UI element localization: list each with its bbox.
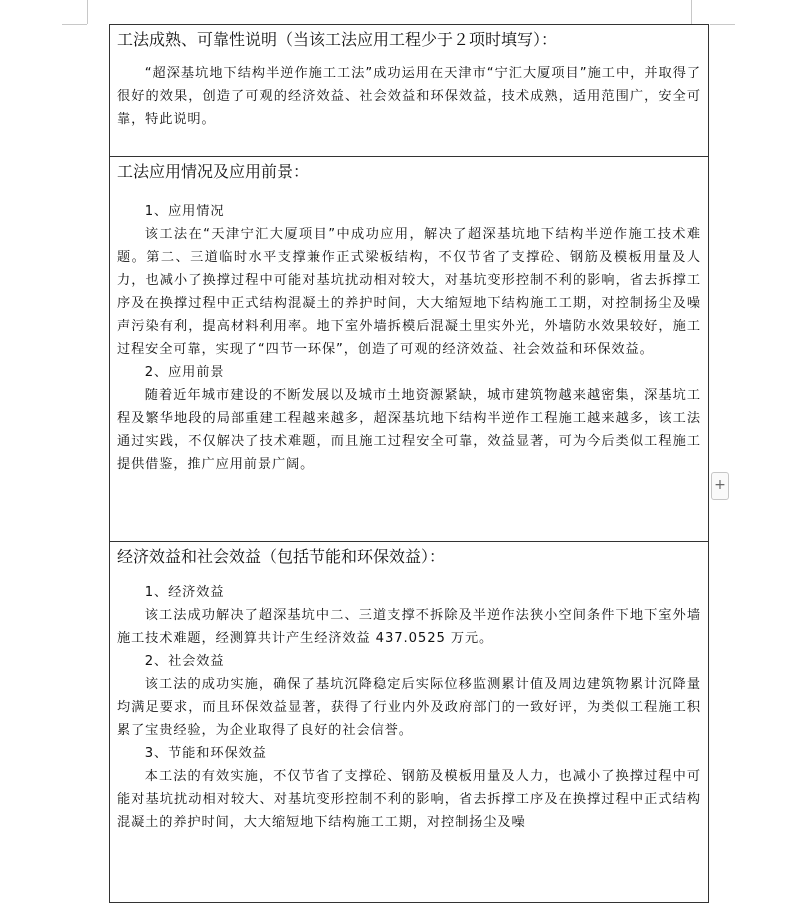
table-row-application — [110, 157, 709, 542]
social-benefit-text: 该工法的成功实施，确保了基坑沉降稳定后实际位移监测累计值及周边建筑物累计沉降量均满足要求，而且环保效益显著，获得了行业内外及政府部门的一致好评，为类似工程施工积累了宝贵经验，为企业取得了良好的社会信誉。 — [117, 677, 701, 738]
benefits-cell[interactable] — [110, 542, 709, 903]
margin-mark-top-left-vertical — [87, 0, 88, 24]
section-title-benefits: 经济效益和社会效益（包括节能和环保效益）： — [117, 547, 446, 566]
energy-environment-benefit-heading: 3、节能和环保效益 — [144, 746, 267, 761]
energy-environment-benefit-text: 本工法的有效实施，不仅节省了支撑砼、钢筋及模板用量及人力，也减小了换撑过程中可能对基坑扰动相对较大、对基坑变形控制不利的影响，省去拆撑工序及在换撑过程中正式结构混凝土的养护时间，大大缩短地下结构施工工期，对控制扬尘及噪 — [117, 769, 701, 830]
document-table — [109, 24, 709, 903]
section-title-maturity: 工法成熟、可靠性说明（当该工法应用工程少于２项时填写）： — [117, 30, 558, 49]
maturity-cell[interactable] — [110, 25, 709, 157]
application-prospect-heading: 2、应用前景 — [144, 365, 225, 380]
maturity-paragraph: “超深基坑地下结构半逆作施工工法”成功运用在天津市“宁汇大厦项目”施工中，并取得了很好的效果，创造了可观的经济效益、社会效益和环保效益，技术成熟，适用范围广，安全可靠，特此说明。 — [117, 66, 701, 127]
application-prospect-text: 随着近年城市建设的不断发展以及城市土地资源紧缺，城市建筑物越来越密集，深基坑工程及繁华地段的局部重建工程越来越多，超深基坑地下结构半逆作工程施工越来越多，该工法通过实践，不仅解决了技术难题，而且施工过程安全可靠，效益显著，可为今后类似工程施工提供借鉴，推广应用前景广阔。 — [117, 388, 701, 472]
margin-mark-top-right-vertical — [691, 0, 692, 24]
economic-benefit-text: 该工法成功解决了超深基坑中二、三道支撑不拆除及半逆作法狭小空间条件下地下室外墙施工技术难题，经测算共计产生经济效益 437.0525 万元。 — [117, 608, 701, 646]
application-status-text: 该工法在“天津宁汇大厦项目”中成功应用，解决了超深基坑地下结构半逆作施工技术难题。第二、三道临时水平支撑兼作正式梁板结构，不仅节省了支撑砼、钢筋及模板用量及人力，也减小了换撑过程中可能对基坑扰动相对较大，对基坑变形控制不利的影响，省去拆撑工序及在换撑过程中正式结构混凝土的养护时间，大大缩短地下结构施工工期，对控制扬尘及噪声污染有利，提高材料利用率。地下室外墙拆模后混凝土里实外光，外墙防水效果较好，施工过程安全可靠，实现了“四节一环保”，创造了可观的经济效益、社会效益和环保效益。 — [117, 227, 701, 357]
add-row-button[interactable]: + — [711, 472, 729, 500]
section-title-application: 工法应用情况及应用前景： — [117, 162, 310, 181]
application-status-heading: 1、应用情况 — [144, 204, 225, 219]
table-row-maturity — [110, 25, 709, 157]
table-row-benefits — [110, 542, 709, 903]
margin-mark-top-right-horizontal — [710, 24, 735, 25]
application-cell[interactable] — [110, 157, 709, 542]
economic-benefit-heading: 1、经济效益 — [144, 585, 225, 600]
margin-mark-top-left-horizontal — [62, 24, 87, 25]
social-benefit-heading: 2、社会效益 — [144, 654, 225, 669]
